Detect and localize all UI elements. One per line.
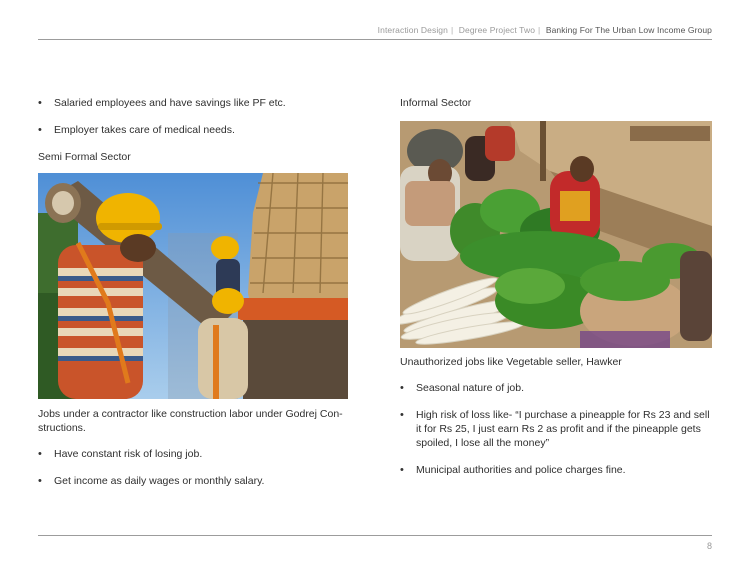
list-item: • Municipal authorities and police charges fine. bbox=[400, 463, 712, 477]
left-column bbox=[38, 96, 356, 488]
informal-bullets bbox=[400, 381, 712, 477]
semi-formal-heading: Semi Formal Sector bbox=[38, 151, 131, 163]
list-item: • Have constant risk of losing job. bbox=[38, 447, 356, 461]
construction-workers-photo bbox=[38, 173, 348, 399]
semi-formal-caption: Jobs under a contractor like construction labor under Godrej Con-structions. bbox=[38, 408, 343, 434]
header-rule bbox=[38, 39, 712, 40]
running-header: Interaction Design | Degree Project Two | Banking For The Urban Low Income Group bbox=[377, 25, 712, 35]
formal-sector-bullets bbox=[38, 96, 356, 137]
list-item: • High risk of loss like- “I purchase a pineapple for Rs 23 and sell it for Rs 25, I just earn Rs 2 as profit and if the pineapple gets spoiled, I lose all the money” bbox=[400, 408, 712, 450]
informal-caption: Unauthorized jobs like Vegetable seller, Hawker bbox=[400, 356, 622, 368]
list-item: • Employer takes care of medical needs. bbox=[38, 123, 356, 137]
header-title: Banking For The Urban Low Income Group bbox=[545, 25, 712, 35]
informal-heading: Informal Sector bbox=[400, 97, 472, 109]
right-column bbox=[400, 96, 712, 477]
header-project: Degree Project Two bbox=[458, 25, 536, 35]
list-item: • Salaried employees and have savings like PF etc. bbox=[38, 96, 356, 110]
vegetable-market-photo bbox=[400, 121, 712, 348]
semi-formal-bullets bbox=[38, 447, 356, 488]
list-item: • Get income as daily wages or monthly salary. bbox=[38, 474, 356, 488]
list-item: • Seasonal nature of job. bbox=[400, 381, 712, 395]
footer-rule bbox=[38, 535, 712, 536]
page-number: 8 bbox=[706, 541, 712, 551]
header-course: Interaction Design bbox=[377, 25, 448, 35]
